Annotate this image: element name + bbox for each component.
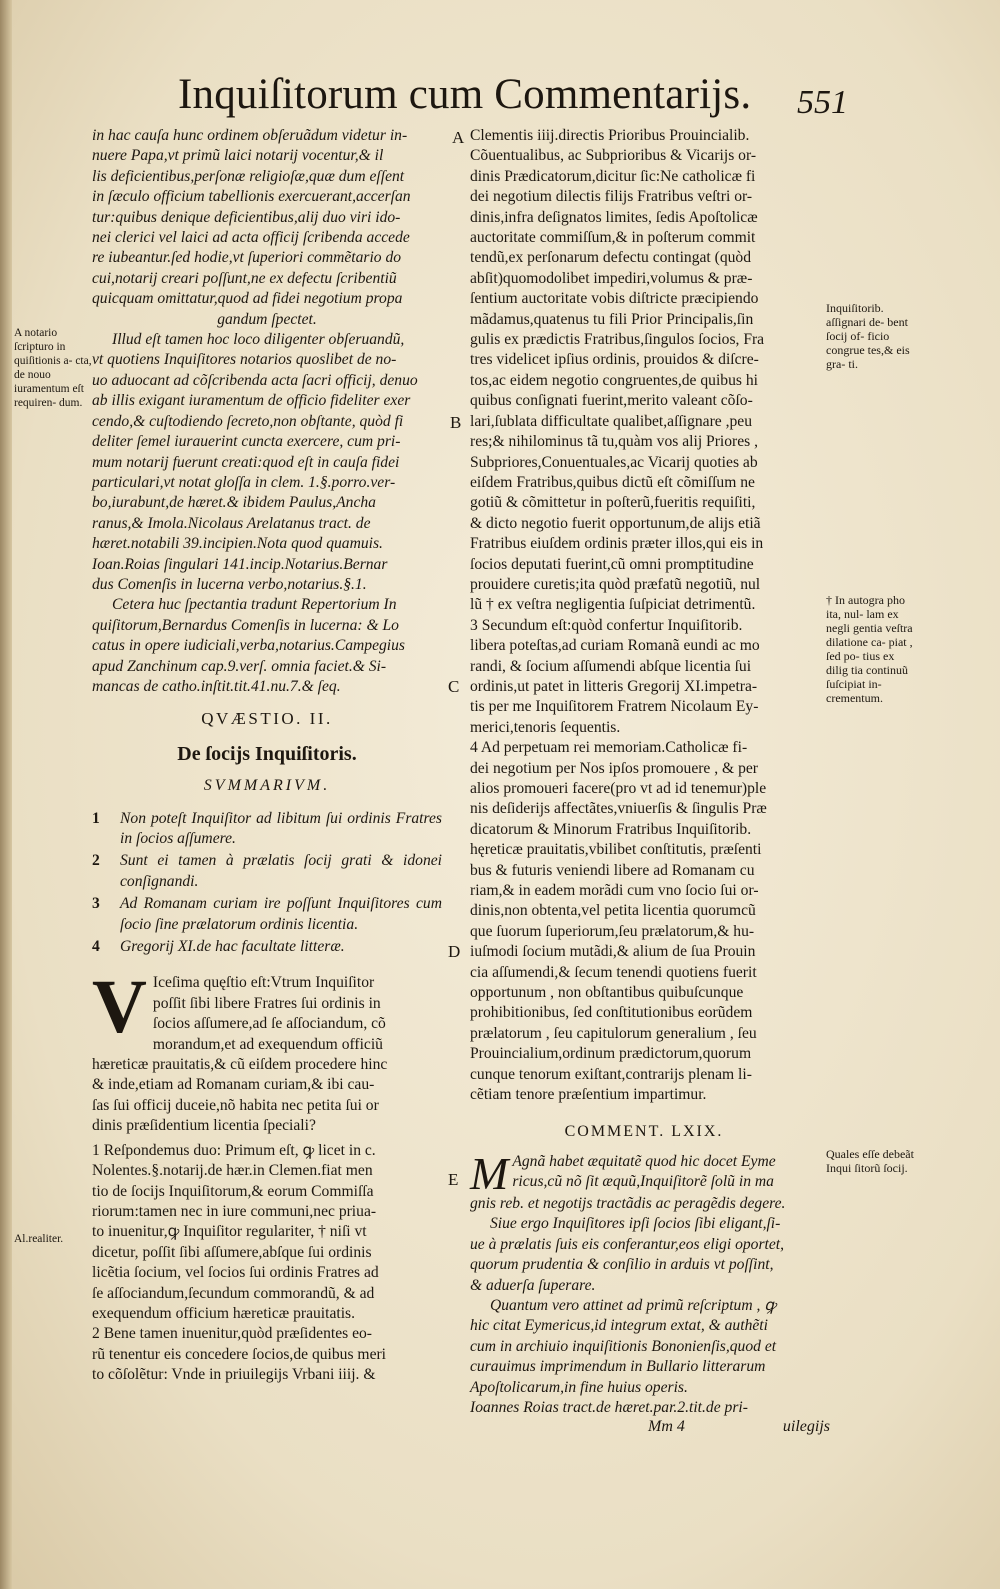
summarium-text: Sunt ei tamen à prælatis ſocij grati & idonei conſignandi.	[120, 852, 442, 890]
text-line: tres videlicet ipſius ordinis, prouidos & diſcre-	[470, 351, 759, 369]
text-line: Iceſima quęſtio eſt:Vtrum Inquiſitor	[152, 974, 375, 992]
text-line: cui,notarij creari poſſunt,ne ex defectu ſcribentiũ	[92, 269, 397, 287]
text-line: tis per me Inquiſitorem Fratrem Nicolaum Ey-	[470, 698, 759, 716]
text-line: nei clerici vel laici ad acta officij ſcribenda accede	[92, 229, 410, 247]
signature-mark: Mm 4	[648, 1418, 685, 1435]
text-line: dicatorum & Minorum Fratribus Inquiſitorib.	[470, 820, 752, 838]
text-line: ſas ſui officij duceie,nõ habita nec petita ſui or	[92, 1096, 379, 1114]
text-line: opportunum , non obſtantibus quibuſcunque	[470, 984, 744, 1002]
text-line: gnis reb. et negotijs tractãdis ac peragẽdis degere.	[470, 1194, 786, 1212]
text-line: prouidere curetis;ita quòd præfatũ negotiũ, nul	[470, 575, 761, 593]
text-line: 4 Ad perpetuam rei memoriam.Catholicæ fi-	[470, 739, 748, 757]
text-line: licẽtia ſocium, vel ſocios ſui ordinis Fratres ad	[92, 1264, 379, 1282]
text-line: mancas de catho.inſtit.tit.41.nu.7.& ſeq.	[92, 677, 341, 695]
text-line: rũ tenentur eis concedere ſocios,de quibus meri	[92, 1345, 387, 1363]
summarium-label: SVMMARIVM.	[203, 777, 331, 795]
text-line: Nolentes.§.notarij.de hær.in Clemen.fiat men	[92, 1162, 373, 1180]
text-line: quicquam omittatur,quod ad fidei negotium propa	[92, 290, 403, 308]
text-line: Illud eſt tamen hoc loco diligenter obſeruandũ,	[112, 331, 405, 349]
comment-heading: COMMENT. LXIX.	[564, 1122, 724, 1140]
text-line: exequendum officium hæreticæ prauitatis.	[92, 1304, 356, 1322]
section-title: De ſocijs Inquiſitoris.	[177, 742, 357, 765]
text-line: poſſit ſibi libere Fratres ſui ordinis in	[152, 994, 381, 1012]
margin-note-right-autographo: † In autogra pho ita, nul- lam ex negli gentia veſtra dilatione ca- piat , ſed po- tius ex dilig tia continuũ ſuſcipiat in- crementum.	[826, 593, 913, 705]
text-line: to inuenitur,ꝙ Inquiſitor regulariter, † niſi vt	[92, 1223, 367, 1241]
text-line: merici,tenoris ſequentis.	[470, 718, 621, 736]
text-line: ſocios deputati fuerint,cũ omni promptitudine	[470, 555, 754, 573]
catchword: uilegijs	[782, 1418, 830, 1435]
text-line: bo,iurabunt,de hæret.& ibidem Paulus,Ancha	[92, 494, 376, 512]
text-line: lũ † ex veſtra negligentia ſuſpiciat detrimentũ.	[470, 596, 756, 614]
text-line: in hac cauſa hunc ordinem obſeruãdum videtur in-	[92, 127, 408, 144]
left-intro-paragraph	[92, 126, 442, 330]
text-line: randi, & ſocium aſſumendi abſque licentia ſui	[470, 657, 752, 675]
text-line: Cõuentualibus, ac Subprioribus & Vicarijs or-	[470, 147, 757, 165]
text-line: prohibitionibus, ſed conſtitutionibus eorũdem	[470, 1004, 753, 1022]
margin-note-right-assignari: Inquiſitorib. aſſignari de- bent ſocij of- ficio congrue tes,& eis gra- ti.	[826, 301, 910, 371]
text-line: prælatorum , ſeu capitulorum generalium , ſeu	[470, 1024, 757, 1042]
text-line: dinis,non obtenta,vel petita licentia quorumcũ	[470, 902, 756, 920]
text-line: dinis præſidentium licentia ſpeciali?	[92, 1117, 316, 1135]
text-line: gulis ex prædictis Fratribus,ſingulos ſocios, Fra	[470, 331, 765, 349]
text-line: Ioan.Roias ſingulari 141.incip.Notarius.Bernar	[92, 555, 388, 573]
text-line: mãdamus,quatenus tu fili Prior Principalis,ſin	[470, 310, 754, 328]
drop-cap-m: M	[470, 1147, 509, 1199]
text-line: lis deficientibus,perſonæ religioſæ,quæ dum eſſent	[92, 167, 405, 185]
running-header-title: Inquiſitorum cum Commentarijs.	[178, 71, 752, 118]
text-line: apud Zanchinum cap.9.verſ. omnia faciet.& Si-	[92, 657, 387, 675]
text-line: que ſuorum ſuperiorum,ſeu prælatorum,& hu-	[470, 922, 755, 940]
text-line: 2 Bene tamen inuenitur,quòd præſidentes eo-	[92, 1325, 372, 1343]
text-line: morandum,et ad exequendum officiũ	[152, 1035, 383, 1053]
text-line: dinis Prædicatorum,dicitur ſic:Ne catholicæ fi	[470, 167, 756, 185]
text-line: Cetera huc ſpectantia tradunt Repertorium In	[112, 596, 397, 614]
summarium-text: Gregorij XI.de hac facultate litteræ.	[120, 938, 345, 956]
text-line: dicetur, poſſit ſibi aſſumere,abſque ſui ordinis	[92, 1243, 372, 1261]
text-line: cendo,& cuſtodiendo ſecreto,non obſtante, quòd fi	[92, 412, 404, 430]
text-line: riorum:tamen nec in iure communi,nec priua-	[92, 1202, 377, 1220]
margin-note-left-notario: A notario ſcripturo in quiſitionis a- cta, de nouo iuramentum eſt requiren- dum.	[14, 327, 92, 409]
summarium-item	[92, 809, 442, 850]
quaestio-heading: QVÆSTIO. II.	[201, 709, 333, 729]
text-line: bus & futuris veniendi libere ad Romanam cu	[470, 861, 755, 879]
text-line: dei negotium per Nos ipſos promouere , & per	[470, 759, 758, 777]
text-line: 3 Secundum eſt:quòd confertur Inquiſitorib.	[470, 616, 743, 634]
text-line: to cõſolẽtur: Vnde in priuilegijs Vrbani iiij. &	[92, 1366, 376, 1384]
text-line: alios promoueri facere(pro vt ad id tenemur)ple	[470, 780, 767, 797]
text-line: hæreticæ prauitatis,& cũ eiſdem procedere hinc	[92, 1056, 388, 1074]
comment-paragraph-2	[470, 1214, 818, 1296]
text-line: & dicto negotio fuerit opportunum,de alijs etiã	[470, 514, 761, 532]
text-line: Quantum vero attinet ad primũ reſcriptum , ꝙ	[490, 1296, 777, 1314]
summarium-text: Ad Romanam curiam ire poſſunt Inquiſitores cum ſocio ſine prælatorum ordinis licentia.	[120, 895, 442, 933]
text-line: dei negotium dilectis filijs Fratribus veſtri or-	[470, 188, 753, 206]
section-letter-d: D	[448, 942, 461, 961]
text-line: re iubeantur.ſed hodie,vt ſuperiori commẽtario do	[92, 249, 402, 267]
text-line: quibus conſignati fuerint,merito valeant cõſo-	[470, 392, 753, 410]
text-line: Ioannes Roias tract.de hæret.par.2.tit.de pri-	[470, 1398, 748, 1416]
left-paragraph-3	[92, 595, 442, 697]
text-line: hic citat Eymericus,id integrum extat, & authẽti	[470, 1317, 768, 1335]
text-line: ranus,& Imola.Nicolaus Arelatanus tract. de	[92, 514, 371, 532]
text-line: deliter ſemel iurauerint cuncta exercere, cum pri-	[92, 433, 401, 451]
text-line: mum notarij fuerunt creati:quod eſt in cauſa fidei	[92, 453, 400, 471]
text-line: tio de ſocijs Inquiſitorum,& eorum Commiſſa	[92, 1182, 374, 1200]
text-line: curauimus imprimendum in Bullario litterarum	[470, 1358, 766, 1376]
margin-note-left-realiter: Al.realiter.	[14, 1233, 64, 1245]
text-line: hęreticæ prauitatis,vbilibet conſtitutis, præſenti	[470, 841, 762, 859]
text-line: & aduerſa ſuperare.	[470, 1276, 596, 1294]
main-paragraph	[92, 965, 442, 1136]
text-line: quorum prudentia & conſilio in arduis vt poſſint,	[470, 1256, 774, 1274]
section-letter-a: A	[452, 128, 465, 147]
text-line: nis deſiderijs affectãtes,vniuerſis & ſingulis Præ	[470, 800, 767, 818]
text-line: ſentium auctoritate vobis diſtricte præcipiendo	[470, 290, 759, 308]
text-line: gotiũ & cõmittetur in poſterũ,fueritis requiſiti,	[470, 494, 756, 512]
text-line: ab illis exigant iuramentum de officio fideliter exer	[92, 392, 411, 410]
section-letter-b: B	[450, 413, 462, 432]
text-line: iuſmodi ſocium mutãdi,& alium de ſua Prouin	[470, 943, 756, 961]
drop-cap-v: V	[92, 965, 147, 1050]
text-line: eiſdem Fratribus,quibus dictũ eſt cõmiſſum ne	[470, 473, 755, 491]
text-line: particulari,vt notat gloſſa in clem. 1.§.porro.ver-	[92, 473, 396, 491]
text-line: Apoſtolicarum,in fine huius operis.	[470, 1378, 688, 1396]
text-line: hæret.notabili 39.incipien.Nota quod quamuis.	[92, 535, 383, 553]
text-line: Prouincialium,ordinum prædictorum,quorum	[470, 1045, 752, 1063]
summarium-text: Non poteſt Inquiſitor ad libitum ſui ordinis Fratres in ſocios aſſumere.	[120, 809, 442, 847]
text-line: Clementis iiij.directis Prioribus Prouincialib.	[470, 127, 750, 144]
left-column	[92, 126, 442, 1386]
text-line: Fratribus eiuſdem ordinis præter illos,qui eis in	[470, 535, 764, 553]
text-line: auctoritate commiſſum,& in poſterum commit	[470, 229, 756, 247]
text-line: Agnã habet æquitatẽ quod hic docet Eyme	[512, 1152, 776, 1170]
text-line: uo aduocant ad cõſcribenda acta ſacri officij, denuo	[92, 371, 418, 389]
text-line: ordinis,ut patet in litteris Gregorij XI.impetra-	[470, 677, 758, 695]
section-letter-c: C	[448, 677, 460, 696]
text-line: dus Comenſis in lucerna verbo,notarius.§.1.	[92, 575, 367, 593]
text-line: res;& nihilominus tã tu,quàm vos alij Priores ,	[470, 433, 759, 451]
summarium-number: 3	[92, 895, 100, 913]
text-line: ſe aſſociandum,ſecundum commorandũ, & ad	[92, 1284, 375, 1302]
text-line: ſocios aſſumere,ad ſe aſſociandum, cõ	[152, 1015, 386, 1033]
text-line: tos,ac eidem negotio congruentes,de quibus hi	[470, 371, 758, 389]
margin-note-right-quales: Quales eſſe debeãt Inqui ſitorũ ſocij.	[826, 1147, 914, 1175]
comment-paragraph	[470, 1147, 818, 1214]
text-line: cum in archiuio inquiſitionis Bononienſis,quod et	[470, 1337, 777, 1355]
text-line: Subpriores,Conuentuales,ac Vicarij quoties ab	[470, 453, 758, 471]
summarium-item	[92, 851, 442, 892]
section-letter-e: E	[448, 1170, 459, 1189]
text-line: cẽtiam tenore præſentium impartimur.	[470, 1086, 707, 1104]
summarium-number: 4	[92, 938, 100, 956]
text-line: abſit)quomodolibet impediri,volumus & præ-	[470, 269, 753, 287]
summarium-item	[92, 937, 442, 957]
text-line: ue à prælatis ſuis eis conferantur,eos eligi oportet,	[470, 1235, 785, 1253]
footer	[648, 1418, 830, 1436]
page-number: 551	[797, 84, 848, 121]
summarium-list	[92, 809, 442, 958]
text-line: ricus,cũ nõ ſit æquũ,Inquiſitorẽ ſolũ in ma	[512, 1173, 774, 1191]
text-line: catus in opere iudiciali,verba,notarius.Campegius	[92, 637, 406, 655]
text-line: nuere Papa,vt primũ laici notarij vocentur,& il	[92, 147, 384, 165]
text-line: & inde,etiam ad Romanam curiam,& ibi cau-	[92, 1076, 375, 1094]
text-line: riam,& in eadem morãdi cum vno ſocio ſui or-	[470, 882, 759, 900]
right-paragraph-a	[470, 126, 818, 1106]
left-paragraph-2	[92, 330, 442, 595]
right-column	[470, 126, 818, 1418]
summarium-number: 2	[92, 852, 100, 870]
text-line: vt quotiens Inquiſitores notarios quoslibet de no-	[92, 351, 397, 369]
text-line: 1 Reſpondemus duo: Primum eſt, ꝙ licet in c.	[92, 1141, 376, 1159]
text-line: Siue ergo Inquiſitores ipſi ſocios ſibi eligant,ſi-	[490, 1215, 781, 1233]
text-line: tendũ,ex perſonarum defectu contingat (quòd	[470, 249, 752, 267]
text-line: gandum ſpectet.	[217, 310, 317, 328]
summarium-number: 1	[92, 809, 100, 827]
text-line: in ſæculo officium tabellionis exercuerant,accerſan	[92, 188, 411, 206]
text-line: lari,ſublata difficultate qualibet,aſſignare ,peu	[470, 412, 753, 430]
text-line: quiſitorum,Bernardus Comenſis in lucerna: & Lo	[92, 616, 399, 634]
text-line: libera poteſtas,ad curiam Romanã eundi ac mo	[470, 637, 760, 655]
comment-paragraph-3	[470, 1296, 818, 1418]
text-line: cunque tenorum exiſtant,contrarijs plenam li-	[470, 1065, 752, 1083]
text-line: cia aſſumendi,& ſecum tenendi quotiens fuerit	[470, 963, 757, 981]
text-line: tur:quibus denique deficientibus,alij duo viri ido-	[92, 208, 401, 226]
response-paragraph	[92, 1141, 442, 1386]
summarium-item	[92, 894, 442, 935]
text-line: dinis,infra deſignatos limites, ſedis Apoſtolicæ	[470, 208, 758, 226]
